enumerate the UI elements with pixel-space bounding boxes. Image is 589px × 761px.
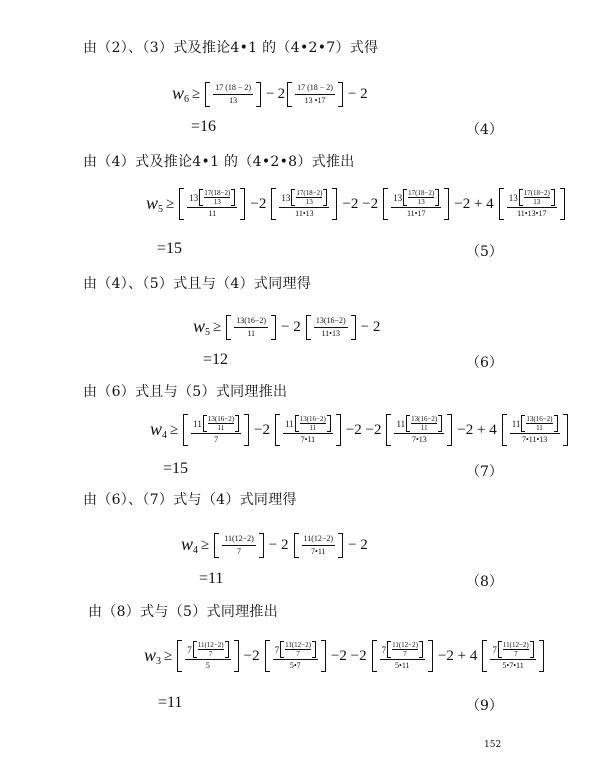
equation-9: $w_3$ ≥ 7 11(12−2) 7 5 −2 7 11(12−2) 7 5•7 −2 −2 7 11(12−2) 7 5•11 −2 + 4 7 11(12−2) 7 5•7•11 xyxy=(144,634,546,678)
paragraph-1: 由（2）、（3）式及推论4•1 的（4•2•7）式得 xyxy=(83,40,379,56)
relation: ≥ xyxy=(192,85,201,102)
paragraph-6: 由（8）式与（5）式同理推出 xyxy=(88,604,279,620)
floor-bracket: 7 11(12−2) 7 5•11 xyxy=(372,640,433,672)
floor-bracket: 11 13(16−2) 11 7•11•13 xyxy=(502,414,568,446)
equation-6: $w_5$ ≥ $\frac{13(16-2)}{11}$ − 2 $\frac{13(16-2)}{11•13}$ − 2 xyxy=(193,315,381,338)
equation-number-5: （5） xyxy=(466,244,503,260)
floor-bracket: $\frac{11(12-2)}{7•11}$ xyxy=(294,533,344,558)
floor-bracket: 11 13(16−2) 11 7•11 xyxy=(275,414,341,446)
floor-bracket: 7 11(12−2) 7 5•7•11 xyxy=(482,640,543,672)
floor-bracket: $\frac{11(12-2)}{7}$ xyxy=(214,533,264,558)
floor-bracket: 13 17(18−2) 13 11•13•17 xyxy=(499,188,565,220)
floor-bracket: 7 11(12−2) 7 5 xyxy=(177,640,238,672)
equation-number-4: （4） xyxy=(466,122,503,138)
floor-bracket: $\frac{13(16-2)}{11•13}$ xyxy=(306,315,356,340)
floor-bracket: 11 13(16−2) 11 7 xyxy=(183,414,249,446)
result-4: =16 xyxy=(191,118,217,135)
floor-bracket: 13 17(18−2) 13 11 xyxy=(179,188,245,220)
paragraph-2: 由（4）式及推论4•1 的（4•2•8）式推出 xyxy=(83,154,355,170)
paragraph-3: 由（4）、（5）式且与（4）式同理得 xyxy=(83,276,312,292)
floor-bracket: 13 17(18−2) 13 11•13 xyxy=(271,188,337,220)
equation-8: $w_4$ ≥ $\frac{11(12-2)}{7}$ − 2 $\frac{11(12-2)}{7•11}$ − 2 xyxy=(181,533,368,556)
equation-number-7: （7） xyxy=(466,464,503,480)
paragraph-4: 由（6）式且与（5）式同理推出 xyxy=(83,384,288,400)
floor-bracket: $\frac{17 (18 - 2)}{13}$ xyxy=(205,82,261,107)
variable: $w_6$ xyxy=(172,83,190,105)
floor-bracket: $\frac{13(16-2)}{11}$ xyxy=(226,315,276,340)
equation-number-9: （9） xyxy=(466,698,503,714)
floor-bracket: $\frac{17 (18 - 2)}{13 •17}$ xyxy=(287,82,343,107)
result-9: =11 xyxy=(158,694,183,711)
result-8: =11 xyxy=(199,570,224,587)
paragraph-5: 由（6）、（7）式与（4）式同理得 xyxy=(83,492,297,508)
floor-bracket: 13 17(18−2) 13 11•17 xyxy=(383,188,449,220)
page-number: 152 xyxy=(484,740,502,750)
result-5: =15 xyxy=(157,240,183,257)
result-6: =12 xyxy=(203,351,229,368)
equation-4: $w_6$ ≥ $\frac{17 (18 - 2)}{13}$ − 2 $\frac{17 (18 - 2)}{13 •17}$ − 2 xyxy=(172,82,368,105)
result-7: =15 xyxy=(163,460,189,477)
floor-bracket: 11 13(16−2) 11 7•13 xyxy=(386,414,452,446)
equation-number-6: （6） xyxy=(466,355,503,371)
equation-7: $w_4$ ≥ 11 13(16−2) 11 7 −2 11 13(16−2) 11 7•11 −2 −2 11 13(16−2) 11 7•13 −2 + 4 11 13(16−2) 11 7•11•13 xyxy=(150,408,570,452)
equation-5: $w_5$ ≥ 13 17(18−2) 13 11 −2 13 17(18−2) 13 11•13 −2 −2 13 17(18−2) 13 11•17 −2 + 4 13 17(18−2) 13 11•13•17 xyxy=(146,182,567,226)
floor-bracket: 7 11(12−2) 7 5•7 xyxy=(265,640,326,672)
equation-number-8: （8） xyxy=(466,574,503,590)
